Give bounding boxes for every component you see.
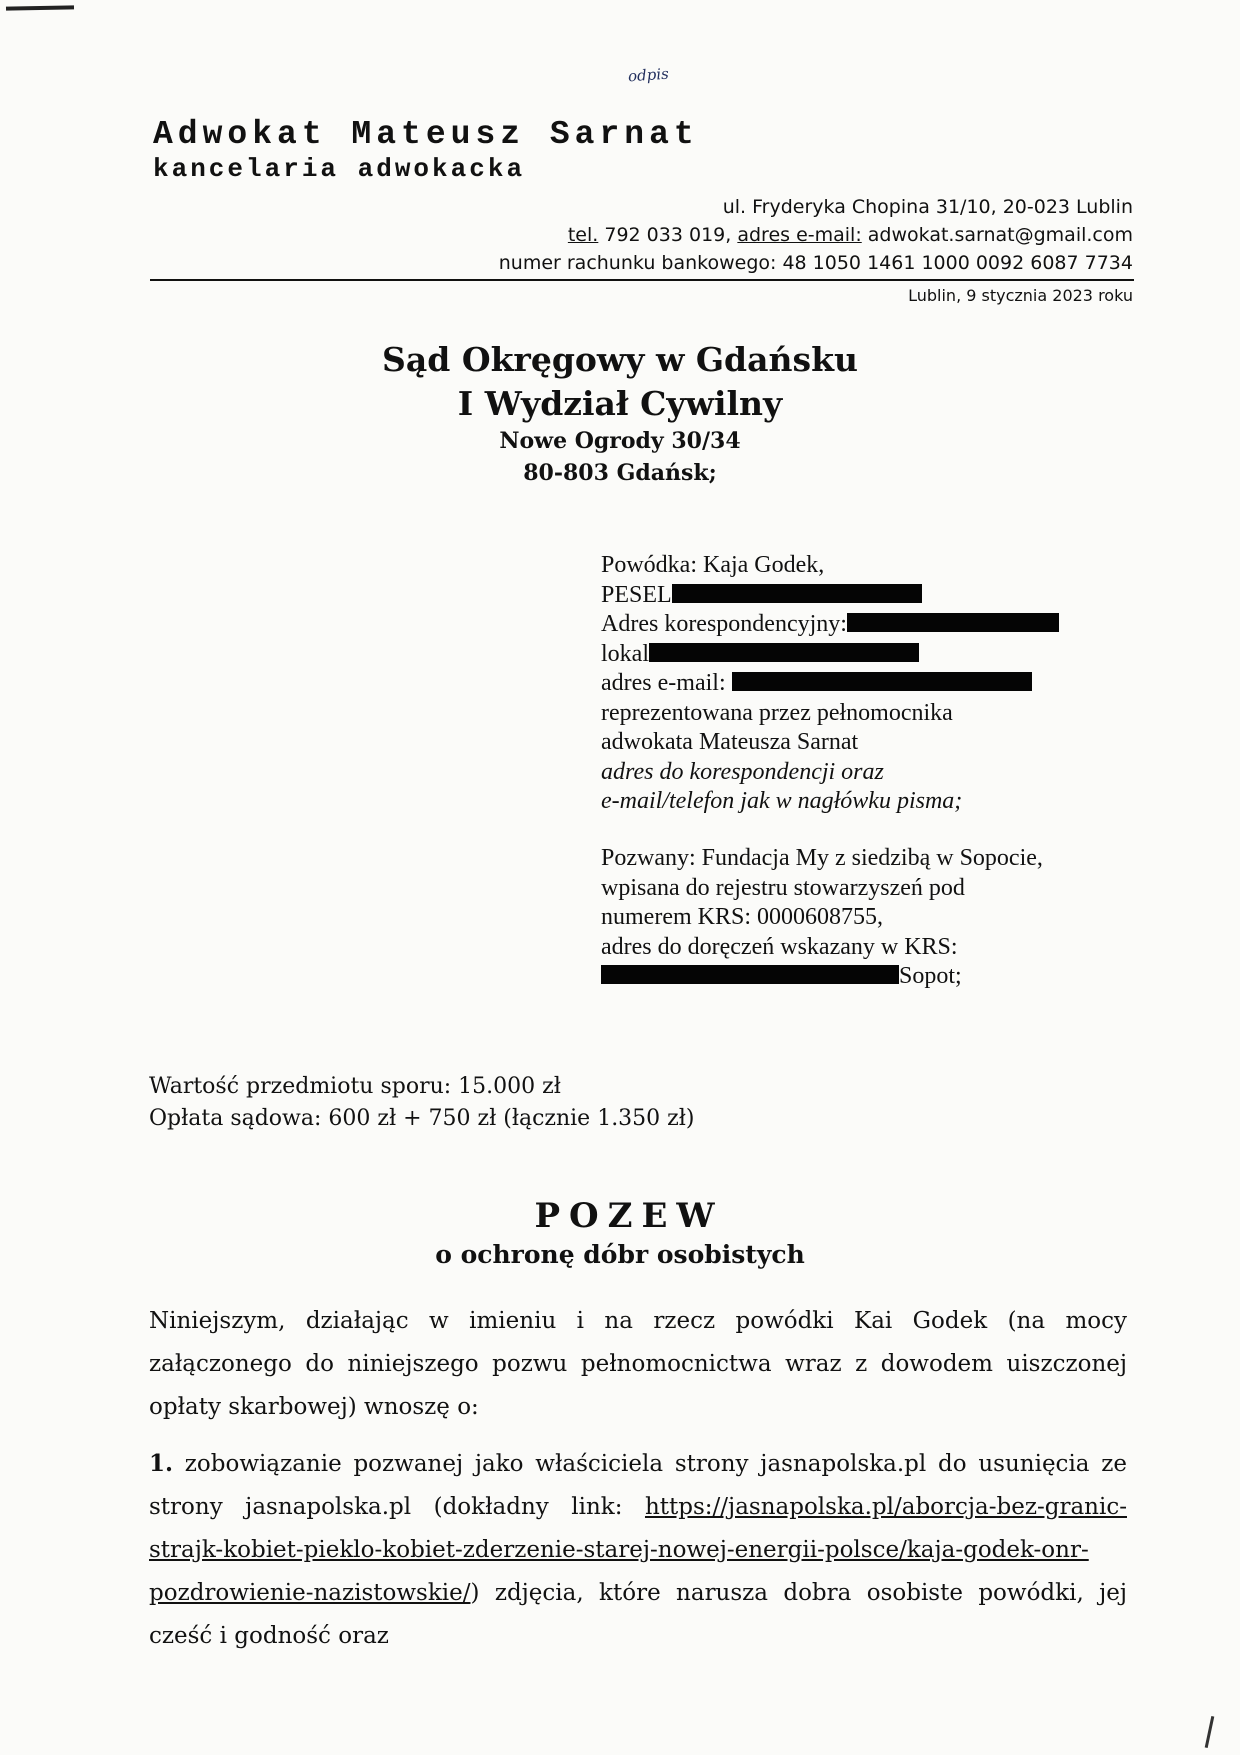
- court-division: I Wydział Cywilny: [457, 384, 783, 423]
- redaction-bar: [601, 965, 899, 984]
- document-title: POZEW: [534, 1196, 724, 1236]
- court-fee: Opłata sądowa: 600 zł + 750 zł (łącznie 1.350 zł): [149, 1106, 695, 1131]
- document-subtitle: o ochronę dóbr osobistych: [435, 1240, 805, 1269]
- tel-label: tel.: [567, 224, 599, 246]
- claim-value: Wartość przedmiotu sporu: 15.000 zł: [149, 1074, 561, 1099]
- plaintiff-local: [601, 640, 1059, 670]
- defendant-block: [601, 844, 1043, 992]
- letterhead-bank: [499, 252, 1133, 274]
- letterhead-contact: [568, 224, 1133, 246]
- redaction-bar: [649, 643, 919, 662]
- redaction-bar: [732, 672, 1032, 691]
- defendant-city: Sopot;: [899, 963, 962, 989]
- pesel-label: PESEL: [601, 581, 672, 608]
- point-1-text-after: ) zdjęcia, które narusza dobra osobiste powódki, jej cześć i godność oraz: [149, 1580, 1127, 1649]
- address-label: Adres korespondencyjny:: [601, 611, 847, 637]
- letterhead-address: ul. Fryderyka Chopina 31/10, 20-023 Lublin: [722, 196, 1133, 218]
- court-name: Sąd Okręgowy w Gdańsku: [382, 340, 858, 379]
- plaintiff-email: [601, 669, 1059, 699]
- redaction-bar: [672, 584, 922, 603]
- point-1-link[interactable]: https://jasnapolska.pl/aborcja-bez-granic-strajk-kobiet-pieklo-kobiet-zderzenie-starej-nowej-energii-polsce/kaja-godek-onr-pozdrowienie-nazistowskie/: [149, 1494, 1127, 1606]
- plaintiff-pesel: [601, 581, 1059, 611]
- point-1-text-before: zobowiązanie pozwanej jako właściciela strony jasnapolska.pl do usunięcia ze strony jasnapolska.pl (dokładny link:: [149, 1451, 1128, 1520]
- intro-paragraph: Niniejszym, działając w imieniu i na rzecz powódki Kai Godek (na mocy załączonego do niniejszego pozwu pełnomocnictwa wraz z dowodem uiszczonej opłaty skarbowej) wnoszę o:: [149, 1308, 1127, 1420]
- redaction-bar: [847, 613, 1059, 632]
- handwritten-note: odpis: [627, 64, 670, 86]
- header-divider: [150, 279, 1134, 281]
- defendant-line-4: adres do doręczeń wskazany w KRS:: [601, 933, 958, 960]
- plaintiff-attorney: adwokata Mateusza Sarnat: [601, 729, 859, 755]
- plaintiff-email-label: adres e-mail:: [601, 670, 726, 696]
- court-city: 80-803 Gdańsk;: [523, 460, 717, 486]
- letterhead-subtitle: kancelaria adwokacka: [153, 154, 526, 184]
- tel-value: 792 033 019,: [604, 224, 732, 246]
- scan-mark: [1205, 1716, 1215, 1748]
- defendant-address: [601, 962, 1043, 992]
- defendant-line-3: numerem KRS: 0000608755,: [601, 904, 883, 930]
- point-1: [149, 1442, 1127, 1658]
- plaintiff-address: [601, 610, 1059, 640]
- plaintiff-name: Powódka: Kaja Godek,: [601, 552, 825, 578]
- plaintiff-note-2: e-mail/telefon jak w nagłówku pisma;: [601, 788, 963, 814]
- local-label: lokal: [601, 640, 649, 667]
- plaintiff-note-1: adres do korespondencji oraz: [601, 758, 884, 785]
- plaintiff-represented: reprezentowana przez pełnomocnika: [601, 699, 953, 726]
- plaintiff-block: [601, 551, 1059, 817]
- scan-mark: [6, 5, 74, 10]
- email-value: adwokat.sarnat@gmail.com: [867, 224, 1133, 246]
- defendant-line-1: Pozwany: Fundacja My z siedzibą w Sopocie,: [601, 845, 1043, 871]
- document-date: Lublin, 9 stycznia 2023 roku: [908, 286, 1133, 305]
- point-1-number: 1.: [149, 1450, 174, 1477]
- email-label: adres e-mail:: [737, 224, 862, 246]
- letterhead-name: Adwokat Mateusz Sarnat: [153, 116, 699, 153]
- bank-label: numer rachunku bankowego:: [498, 252, 777, 274]
- bank-account: 48 1050 1461 1000 0092 6087 7734: [782, 252, 1133, 274]
- court-street: Nowe Ogrody 30/34: [499, 428, 741, 454]
- defendant-line-2: wpisana do rejestru stowarzyszeń pod: [601, 874, 965, 901]
